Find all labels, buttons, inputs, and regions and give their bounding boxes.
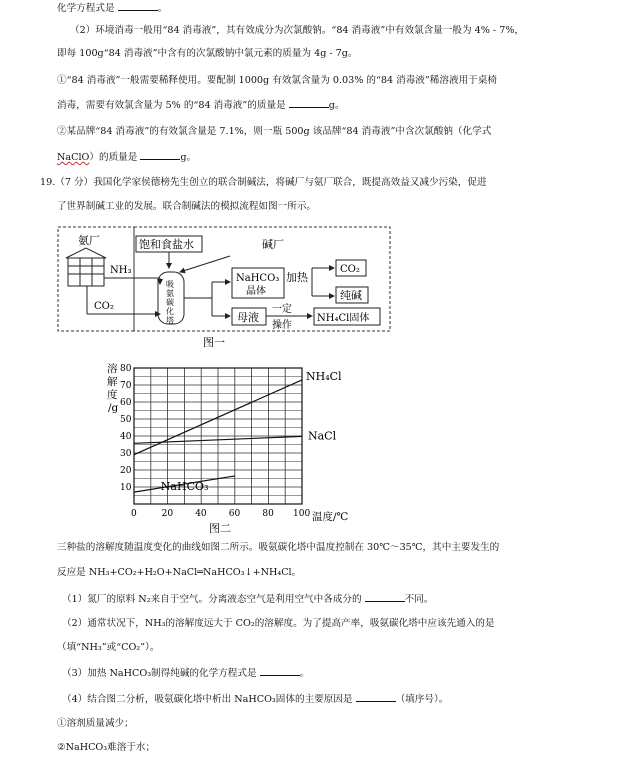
tower-char: 吸: [166, 280, 174, 289]
x-tick-label: 80: [262, 509, 274, 519]
series-label: NaCl: [308, 429, 337, 443]
q19-stem: 19.（7 分）我国化学家侯德榜先生创立的联合制碱法，将碱厂与氨厂联合，既提高效益又减少污染，促进: [40, 177, 487, 188]
chart-grid: [134, 368, 302, 504]
x-tick-label: 20: [161, 509, 174, 519]
soda-ash-label: 纯碱: [340, 289, 362, 302]
option-1: ①溶剂质量减少；: [57, 718, 134, 729]
figure2-caption: 图二: [209, 522, 231, 535]
text: g。: [328, 100, 345, 111]
crystal-label: 晶体: [246, 286, 266, 297]
tower-char: 氨: [166, 289, 174, 298]
soda-plant-label: 碱厂: [262, 238, 284, 251]
sub-q2-cont: [57, 641, 159, 655]
mother-liquor-label: 母液: [237, 311, 259, 324]
q19-stem-cont: 了世界制碱工业的发展。联合制碱法的模拟流程如图一所示。: [57, 201, 317, 212]
y-tick-label: 60: [120, 398, 132, 408]
crystal-formula: NaHCO₃: [236, 273, 280, 284]
nh4cl-label: NH₄Cl固体: [317, 313, 370, 324]
y-tick-label: 80: [120, 364, 132, 374]
text: （1）氮厂的原料 N₂来自于空气。分离液态空气是利用空气中各成分的: [62, 594, 365, 605]
series-label: NaHCO₃: [160, 479, 209, 493]
sub-q2: （2）通常状况下，NH₃的溶解度远大于 CO₂的溶解度。为了提高产率，吸氨碳化塔中应该先通入的是: [62, 618, 495, 629]
option-2: ②NaHCO₃难溶于水；: [57, 742, 156, 753]
tower-char: 塔: [166, 316, 174, 325]
tower-char: 化: [166, 307, 174, 316]
text: （填序号）。: [395, 694, 449, 705]
y-tick-label: 70: [120, 381, 132, 391]
brine-label: 饱和食盐水: [139, 238, 194, 251]
y-tick-label: 20: [120, 466, 132, 476]
y-tick-label: 30: [120, 449, 132, 459]
operation-label-2: 操作: [272, 320, 292, 331]
x-tick-label: 40: [195, 509, 207, 519]
heat-label: 加热: [286, 271, 308, 284]
x-tick-label: 60: [228, 509, 241, 519]
text: 。: [299, 668, 310, 679]
answer-blank[interactable]: [260, 666, 300, 676]
text: （3）加热 NaHCO₃制得纯碱的化学方程式是: [62, 668, 260, 679]
y-tick-label: 10: [120, 483, 132, 493]
operation-label-1: 一定: [272, 304, 292, 315]
sub-q1: [62, 592, 433, 607]
y-tick-label: 50: [120, 415, 132, 425]
sub-q3: [62, 666, 309, 681]
text: （填“NH₃”或“CO₂”）。: [57, 642, 160, 653]
answer-blank[interactable]: [365, 592, 405, 602]
figure1-caption: 图一: [203, 336, 225, 349]
answer-blank[interactable]: [356, 692, 396, 702]
sub-q4: [62, 692, 448, 707]
text: g。: [180, 152, 197, 163]
text: （4）结合图二分析，吸氨碳化塔中析出 NaHCO₃固体的主要原因是: [62, 694, 356, 705]
series-label: NH₄Cl: [306, 369, 342, 383]
text: ）的质量是: [89, 152, 141, 163]
formula-naclo: NaClO: [57, 152, 90, 163]
tower-char: 碳: [166, 298, 174, 307]
x-axis-label: 温度/℃: [312, 511, 349, 523]
para-reaction: 反应是 NH₃+CO₂+H₂O+NaCl═NaHCO₃↓+NH₄Cl。: [57, 567, 302, 578]
text: 不同。: [404, 594, 434, 605]
x-tick-label: 0: [131, 509, 137, 519]
q-part2: （2）环境消毒一般用“84 消毒液”，其有效成分为次氯酸钠。“84 消毒液”中有效氯含量一般为 4% - 7%，: [70, 25, 525, 36]
q-part2-cont: 即每 100g“84 消毒液”中含有的次氯酸钠中氯元素的质量为 4g - 7g。: [57, 48, 358, 59]
y-axis-label: /g: [108, 402, 119, 414]
x-tick-label: 100: [293, 509, 311, 519]
y-tick-label: 40: [120, 432, 132, 442]
para-solubility: 三种盐的溶解度随温度变化的曲线如图二所示。吸氨碳化塔中温度控制在 30℃～35℃，其中主要发生的: [57, 542, 500, 553]
co2-out-label: CO₂: [340, 264, 360, 275]
nh3-label: NH₃: [110, 265, 132, 276]
y-axis-label: 解: [107, 376, 118, 388]
q-part2-sub2: ②某品牌“84 消毒液”的有效氯含量是 7.1%，则一瓶 500g 该品牌“84 消毒液”中含次氯酸钠（化学式: [57, 126, 492, 137]
text: 化学方程式是: [57, 3, 118, 14]
text: 消毒，需要有效氯含量为 5% 的“84 消毒液”的质量是: [57, 100, 289, 111]
y-axis-label: 度: [107, 389, 118, 401]
q-part2-sub1: ①“84 消毒液”一般需要稀释使用。要配制 1000g 有效氯含量为 0.03% 的“84 消毒液”稀溶液用于桌椅: [57, 75, 497, 86]
ammonia-plant-label: 氨厂: [78, 234, 100, 247]
y-axis-label: 溶: [107, 363, 118, 375]
text: 。: [157, 3, 168, 14]
co2-in-label: CO₂: [94, 301, 114, 312]
chart-series: [134, 370, 342, 493]
